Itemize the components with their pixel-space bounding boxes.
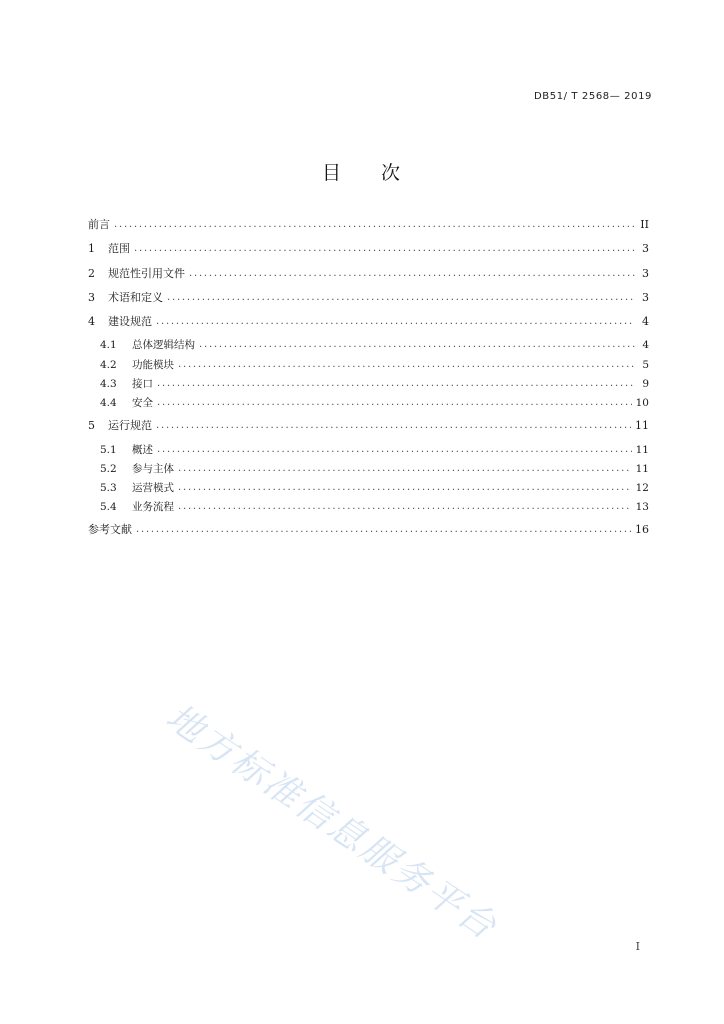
toc-entry-overall-logic[interactable] (100, 337, 649, 353)
toc-entry-page: 3 (642, 267, 649, 280)
toc-entry-page: 5 (642, 359, 649, 371)
toc-entry-page: 13 (635, 501, 649, 513)
toc-entry-label: 安全 (132, 397, 153, 409)
page-title (0, 158, 724, 185)
toc-leader-dots (167, 290, 635, 306)
toc-entry-number: 5.2 (100, 463, 117, 475)
toc-entry-page: 4 (642, 339, 649, 351)
toc-leader-dots (156, 314, 635, 330)
toc-entry-label: 运行规范 (108, 419, 152, 432)
toc-entry-number: 4 (88, 315, 95, 328)
toc-entry-number: 4.1 (100, 339, 117, 351)
toc-entry-operation-spec[interactable] (88, 418, 649, 434)
toc-entry-page: 11 (635, 444, 649, 456)
toc-leader-dots (189, 266, 635, 282)
toc-leader-dots (157, 395, 632, 411)
toc-entry-page: 4 (642, 315, 649, 328)
toc-entry-scope[interactable] (88, 241, 649, 257)
toc-entry-number: 4.4 (100, 397, 117, 409)
toc-leader-dots (157, 376, 635, 392)
toc-leader-dots (178, 357, 635, 373)
toc-entry-number: 5.1 (100, 444, 117, 456)
toc-leader-dots (157, 442, 632, 458)
toc-entry-label: 功能模块 (132, 359, 174, 371)
toc-entry-page: 9 (642, 378, 649, 390)
toc-entry-overview[interactable] (100, 442, 649, 458)
title-char-2: 次 (381, 162, 403, 184)
toc-entry-page: 16 (635, 523, 649, 536)
toc-entry-label: 规范性引用文件 (108, 267, 185, 280)
toc-leader-dots (178, 499, 632, 515)
document-code: DB51/ T 2568— 2019 (534, 91, 652, 102)
toc-entry-label: 建设规范 (108, 315, 152, 328)
toc-entry-foreword[interactable] (88, 217, 649, 233)
toc-entry-page: 12 (635, 482, 649, 494)
footer-page-number: I (635, 940, 640, 953)
toc-entry-number: 2 (88, 267, 95, 280)
toc-entry-label: 术语和定义 (108, 291, 163, 304)
toc-entry-normative-references[interactable] (88, 266, 649, 282)
toc-entry-label: 范围 (108, 242, 130, 255)
toc-leader-dots (178, 480, 632, 496)
toc-entry-label: 业务流程 (132, 501, 174, 513)
toc-entry-function-modules[interactable] (100, 357, 649, 373)
toc-leader-dots (156, 418, 631, 434)
toc-leader-dots (178, 461, 632, 477)
toc-entry-number: 1 (88, 242, 95, 255)
toc-entry-number: 5 (88, 419, 95, 432)
toc-entry-page: 3 (642, 242, 649, 255)
toc-entry-label: 运营模式 (132, 482, 174, 494)
title-char-1: 目 (321, 162, 343, 184)
toc-entry-label: 前言 (88, 218, 110, 231)
toc-entry-label: 参与主体 (132, 463, 174, 475)
watermark-text: 地方标准信息服务平台 (158, 696, 505, 949)
toc-entry-business-process[interactable] (100, 499, 649, 515)
toc-entry-interface[interactable] (100, 376, 649, 392)
toc-entry-number: 4.3 (100, 378, 117, 390)
toc-entry-page: 3 (642, 291, 649, 304)
toc-leader-dots (136, 522, 631, 538)
toc-entry-label: 总体逻辑结构 (132, 339, 195, 351)
toc-entry-page: 11 (635, 419, 649, 432)
toc-entry-number: 4.2 (100, 359, 117, 371)
toc-entry-number: 5.4 (100, 501, 117, 513)
toc-entry-page: II (640, 218, 649, 231)
toc-leader-dots (114, 217, 635, 233)
toc-entry-page: 11 (635, 463, 649, 475)
toc-entry-label: 概述 (132, 444, 153, 456)
toc-entry-terms-definitions[interactable] (88, 290, 649, 306)
toc-entry-operation-mode[interactable] (100, 480, 649, 496)
toc-entry-page: 10 (635, 397, 649, 409)
toc-entry-number: 5.3 (100, 482, 117, 494)
toc-entry-security[interactable] (100, 395, 649, 411)
toc-entry-label: 参考文献 (88, 523, 132, 536)
toc-entry-number: 3 (88, 291, 95, 304)
toc-entry-label: 接口 (132, 378, 153, 390)
toc-entry-participants[interactable] (100, 461, 649, 477)
toc-entry-bibliography[interactable] (88, 522, 649, 538)
toc-leader-dots (199, 337, 635, 353)
toc-entry-construction-spec[interactable] (88, 314, 649, 330)
toc-leader-dots (134, 241, 635, 257)
